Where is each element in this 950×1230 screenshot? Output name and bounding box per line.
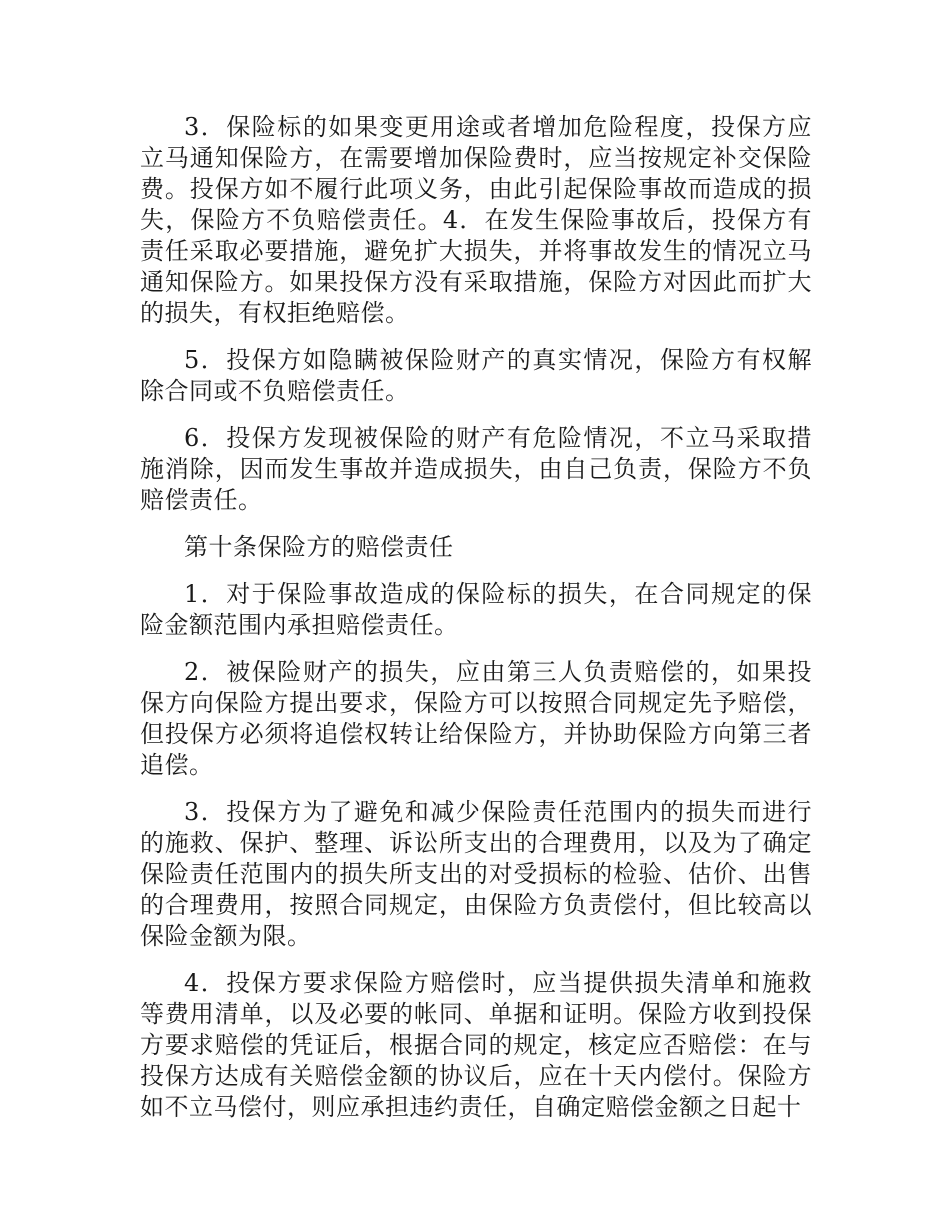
paragraph-liability-4: 4．投保方要求保险方赔偿时，应当提供损失清单和施救等费用清单，以及必要的帐同、单据和证明。保险方收到投保方要求赔偿的凭证后，根据合同的规定，核定应否赔偿：在与投保方达成有关赔偿金额的协议后，应在十天内偿付。保险方如不立马偿付，则应承担违约责任，自确定赔偿金额之日起十 bbox=[140, 969, 812, 1121]
paragraph-obligations-3-4: 3．保险标的如果变更用途或者增加危险程度，投保方应立马通知保险方，在需要增加保险费时，应当按规定补交保险费。投保方如不履行此项义务，由此引起保险事故而造成的损失，保险方不负赔偿责任。4．在发生保险事故后，投保方有责任采取必要措施，避免扩大损失，并将事故发生的情况立马通知保险方。如果投保方没有采取措施，保险方对因此而扩大的损失，有权拒绝赔偿。 bbox=[140, 113, 812, 327]
paragraph-obligation-5: 5．投保方如隐瞒被保险财产的真实情况，保险方有权解除合同或不负赔偿责任。 bbox=[140, 346, 812, 405]
paragraph-liability-2: 2．被保险财产的损失，应由第三人负责赔偿的，如果投保方向保险方提出要求，保险方可以按照合同规定先予赔偿，但投保方必须将追偿权转让给保险方，并协助保险方向第三者追偿。 bbox=[140, 658, 812, 779]
paragraph-liability-3: 3．投保方为了避免和减少保险责任范围内的损失而进行的施救、保护、整理、诉讼所支出的合理费用，以及为了确定保险责任范围内的损失所支出的对受损标的检验、估价、出售的合理费用，按照合同规定，由保险方负责偿付，但比较高以保险金额为限。 bbox=[140, 798, 812, 950]
paragraph-obligation-6: 6．投保方发现被保险的财产有危险情况，不立马采取措施消除，因而发生事故并造成损失，由自己负责，保险方不负赔偿责任。 bbox=[140, 424, 812, 514]
document-body bbox=[140, 112, 812, 1139]
paragraph-liability-1: 1．对于保险事故造成的保险标的损失，在合同规定的保险金额范围内承担赔偿责任。 bbox=[140, 580, 812, 639]
section-heading-article-10: 第十条保险方的赔偿责任 bbox=[184, 533, 454, 561]
